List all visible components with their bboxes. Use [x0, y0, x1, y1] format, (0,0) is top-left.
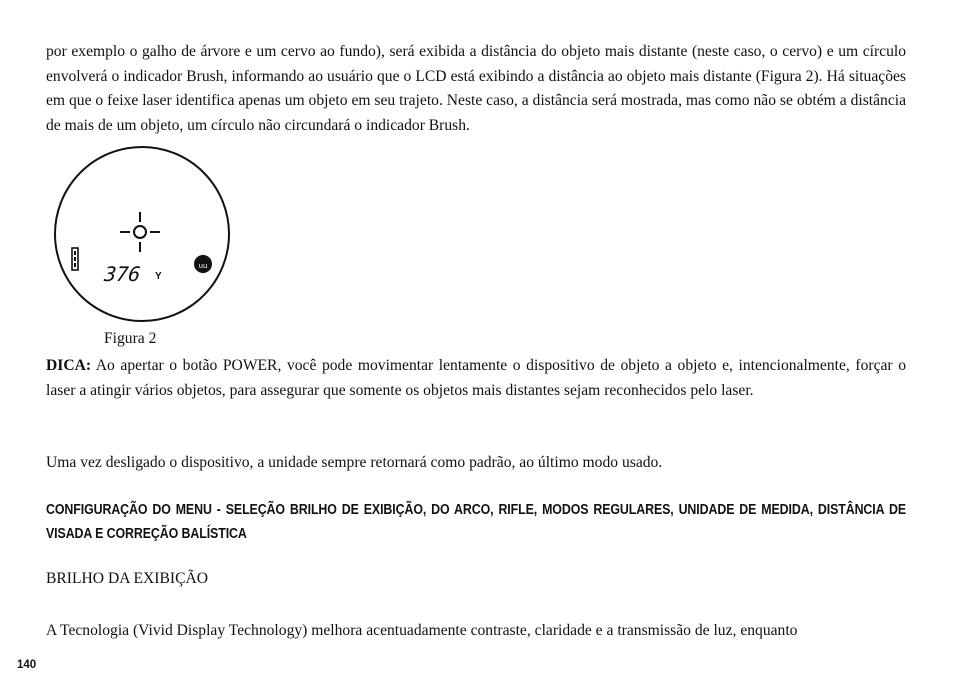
lcd-display-outline: [55, 147, 229, 321]
body-paragraph-1: por exemplo o galho de árvore e um cervo ao fundo), será exibida a distância do objeto mais distante (neste caso, o cervo) e um círculo envolverá o indicador Brush, informando ao usuário que o LCD está exibindo a distância ao objeto mais distante (Figura 2). Há situações em que o feixe laser identifica apenas um objeto em seu trajeto. Neste caso, a distância será mostrada, mas como não se obtém a distância de mais de um objeto, um círculo não circundará o indicador Brush.: [46, 43, 906, 134]
unit-label: Y: [155, 271, 162, 282]
subsection-heading: BRILHO DA EXIBIÇÃO: [46, 570, 208, 587]
brush-indicator-icon: [194, 255, 212, 273]
figure-caption: Figura 2: [104, 330, 157, 347]
page-number: 140: [17, 659, 37, 671]
section-heading: CONFIGURAÇÃO DO MENU - SELEÇÃO BRILHO DE EXIBIÇÃO, DO ARCO, RIFLE, MODOS REGULARES, UNIDADE DE MEDIDA, DISTÂNCIA DE VISADA E CORREÇÃO BALÍSTICA: [46, 502, 906, 542]
tip-label: DICA:: [46, 357, 92, 374]
lcd-display-figure: [52, 144, 232, 324]
distance-readout: 376: [103, 262, 142, 286]
tip-text: Ao apertar o botão POWER, você pode movimentar lentamente o dispositivo de objeto a objeto e, intencionalmente, forçar o laser a atingir vários objetos, para assegurar que somente os objetos mais distantes sejam reconhecidos pelo laser.: [46, 357, 906, 399]
brush-indicator-label: uu: [198, 262, 208, 270]
body-paragraph-4: A Tecnologia (Vivid Display Technology) melhora acentuadamente contraste, claridade e a transmissão de luz, enquanto: [46, 622, 798, 639]
battery-icon: [72, 248, 78, 270]
body-paragraph-3: Uma vez desligado o dispositivo, a unidade sempre retornará como padrão, ao último modo usado.: [46, 454, 663, 471]
tip-paragraph: [46, 354, 906, 403]
crosshair-reticle-icon: [120, 212, 160, 252]
